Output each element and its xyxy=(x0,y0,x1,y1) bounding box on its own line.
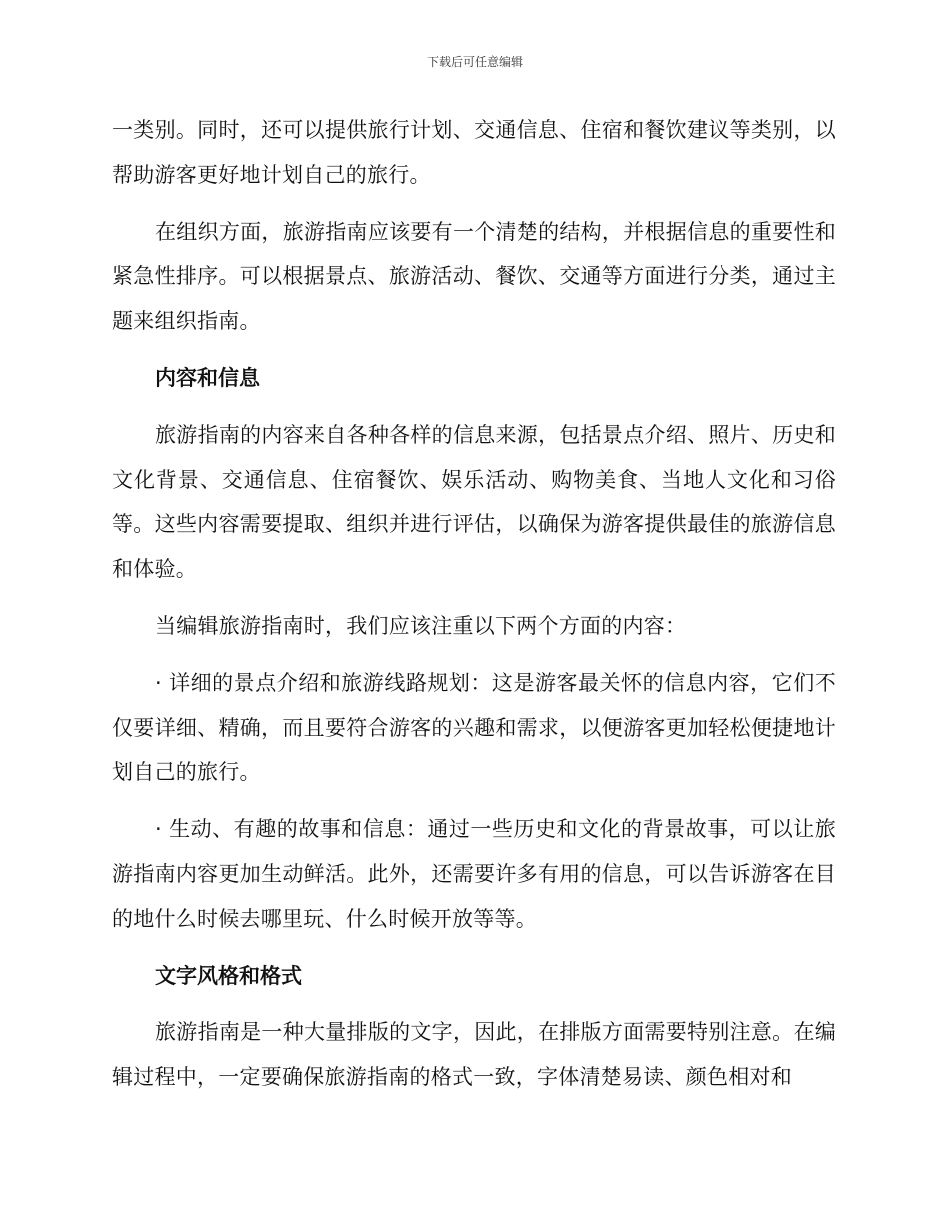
paragraph-organization: 在组织方面，旅游指南应该要有一个清楚的结构，并根据信息的重要性和紧急性排序。可以根据景点、旅游活动、餐饮、交通等方面进行分类，通过主题来组织指南。 xyxy=(112,219,836,334)
page-header: 下载后可任意编辑 xyxy=(426,55,523,69)
paragraph-content-sources: 旅游指南的内容来自各种各样的信息来源，包括景点介绍、照片、历史和文化背景、交通信息、住宿餐饮、娱乐活动、购物美食、当地人文化和习俗等。这些内容需要提取、组织并进行评估，以确保为游客提供最佳的旅游信息和体验。 xyxy=(112,422,836,582)
document-body xyxy=(112,108,836,1112)
paragraph-typesetting: 旅游指南是一种大量排版的文字，因此，在排版方面需要特别注意。在编辑过程中，一定要确保旅游指南的格式一致，字体清楚易读、颜色相对和 xyxy=(112,1020,836,1090)
section-heading-content: 内容和信息 xyxy=(155,365,260,390)
paragraph-editing-focus: 当编辑旅游指南时，我们应该注重以下两个方面的内容： xyxy=(155,613,687,638)
bullet-item-attractions: · 详细的景点介绍和旅游线路规划：这是游客最关怀的信息内容，它们不仅要详细、精确，而且要符合游客的兴趣和需求，以便游客更加轻松便捷地计划自己的旅行。 xyxy=(112,670,836,785)
section-heading-style: 文字风格和格式 xyxy=(155,963,302,988)
bullet-item-stories: · 生动、有趣的故事和信息：通过一些历史和文化的背景故事，可以让旅游指南内容更加生动鲜活。此外，还需要许多有用的信息，可以告诉游客在目的地什么时候去哪里玩、什么时候开放等等。 xyxy=(112,817,836,931)
paragraph-continuation: 一类别。同时，还可以提供旅行计划、交通信息、住宿和餐饮建议等类别，以帮助游客更好地计划自己的旅行。 xyxy=(112,118,836,187)
